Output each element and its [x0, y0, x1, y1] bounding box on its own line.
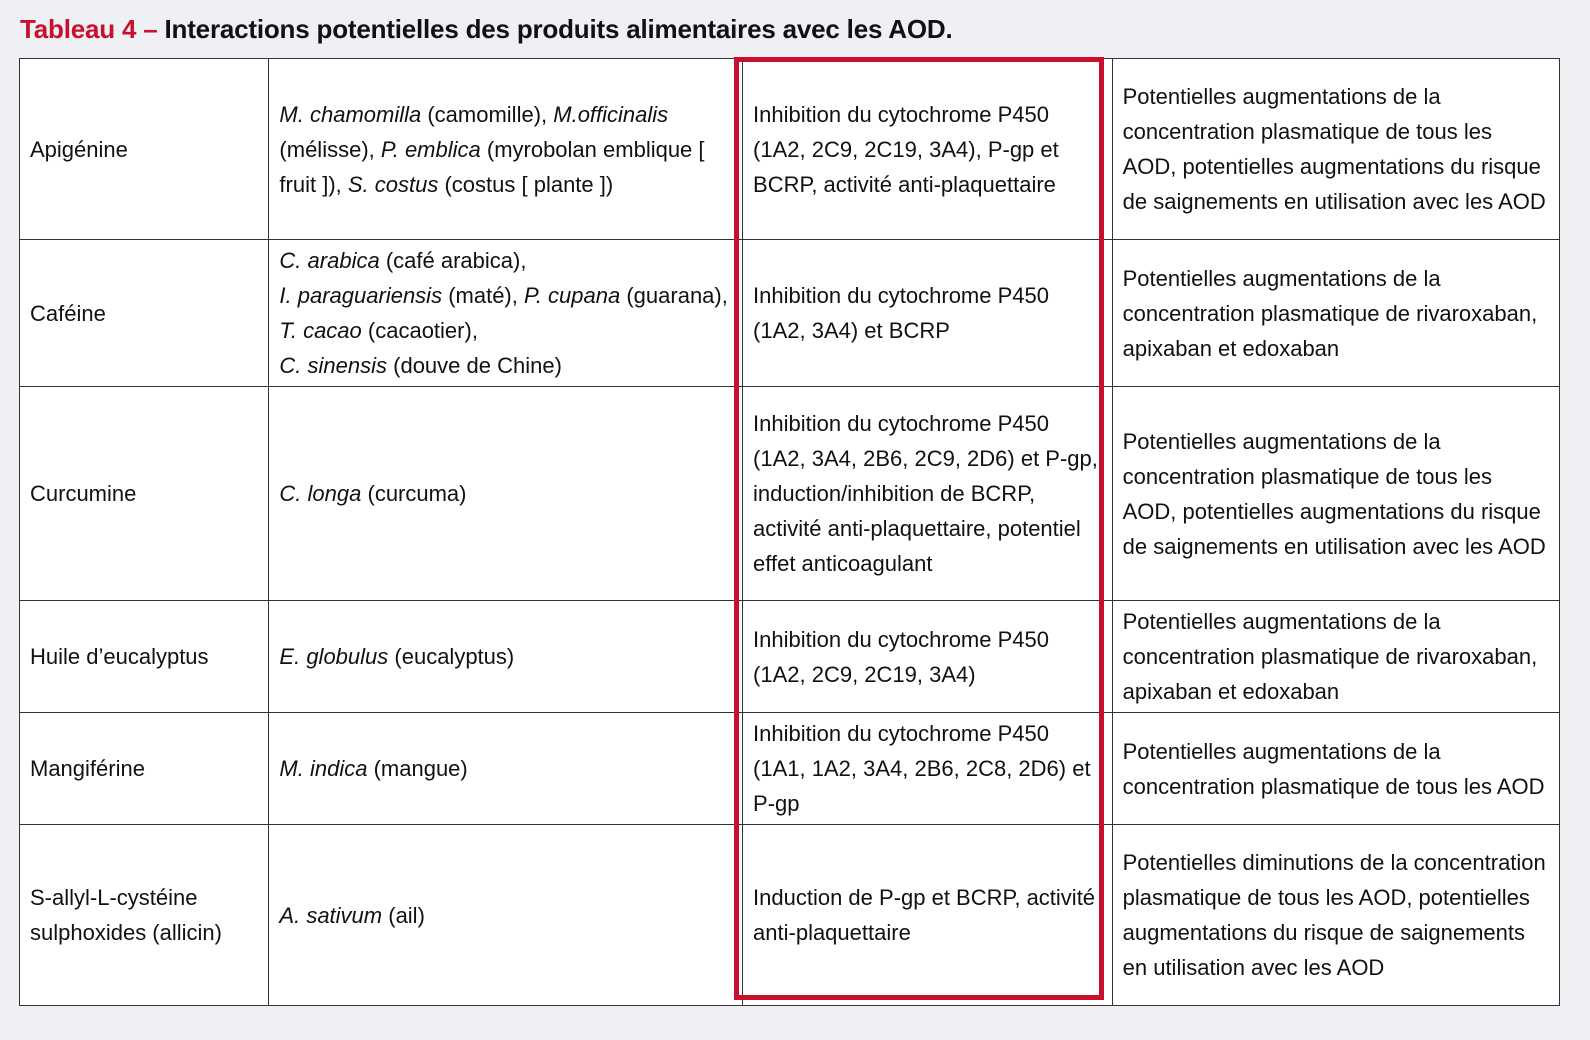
compound-cell: Caféine [20, 240, 269, 387]
species-name: A. sativum [279, 902, 383, 928]
sources-cell [269, 240, 743, 387]
effect-cell: Potentielles augmentations de la concentration plasmatique de tous les AOD, potentielles augmentations du risque de saignements en utilisation avec les AOD [1112, 387, 1559, 601]
compound-cell: Curcumine [20, 387, 269, 601]
mechanism-cell: Inhibition du cytochrome P450 (1A2, 2C9, 2C19, 3A4) [743, 601, 1113, 713]
species-name: C. longa [279, 481, 362, 506]
effect-cell: Potentielles augmentations de la concentration plasmatique de rivaroxaban, apixaban et edoxaban [1112, 601, 1559, 713]
species-name: M.officinalis [553, 101, 669, 127]
species-common: (costus [ plante ]) [438, 171, 614, 197]
species-name: P. cupana [523, 283, 621, 308]
species-common: (guarana), [620, 283, 728, 308]
effect-cell: Potentielles augmentations de la concentration plasmatique de tous les AOD [1112, 713, 1559, 825]
species-common: (maté), [442, 283, 524, 308]
effect-cell: Potentielles diminutions de la concentration plasmatique de tous les AOD, potentielles augmentations du risque de saignements en utilisation avec les AOD [1112, 825, 1559, 1006]
sources-cell [269, 825, 743, 1006]
compound-cell: Huile d’eucalyptus [20, 601, 269, 713]
table-row [20, 59, 1560, 240]
species-common: (mélisse), [279, 136, 381, 162]
species-name: E. globulus [279, 644, 389, 669]
table-title-text: Interactions potentielles des produits alimentaires avec les AOD. [164, 14, 953, 44]
interactions-table [19, 58, 1560, 1006]
species-name: I. paraguariensis [279, 283, 443, 308]
species-name: T. cacao [279, 318, 362, 343]
mechanism-cell: Induction de P-gp et BCRP, activité anti-plaquettaire [743, 825, 1113, 1006]
species-name: C. sinensis [279, 353, 388, 378]
table-row [20, 601, 1560, 713]
species-common: (mangue) [367, 756, 468, 781]
table-title-label: Tableau 4 – [20, 14, 165, 44]
mechanism-cell: Inhibition du cytochrome P450 (1A2, 2C9, 2C19, 3A4), P-gp et BCRP, activité anti-plaquettaire [743, 59, 1113, 240]
species-common: (ail) [382, 902, 425, 928]
sources-cell [269, 713, 743, 825]
species-common: (myrobolan emblique [ fruit ]), [279, 136, 705, 197]
species-name: M. chamomilla [279, 101, 422, 127]
effect-cell: Potentielles augmentations de la concentration plasmatique de rivaroxaban, apixaban et edoxaban [1112, 240, 1559, 387]
species-common: (café arabica), [379, 248, 527, 273]
mechanism-cell: Inhibition du cytochrome P450 (1A1, 1A2, 3A4, 2B6, 2C8, 2D6) et P-gp [743, 713, 1113, 825]
species-name: S. costus [347, 171, 439, 197]
species-common: (cacaotier), [361, 318, 478, 343]
compound-cell: Apigénine [20, 59, 269, 240]
species-name: P. emblica [380, 136, 481, 162]
table-title [20, 14, 952, 45]
sources-cell [269, 59, 743, 240]
effect-cell: Potentielles augmentations de la concentration plasmatique de tous les AOD, potentielles augmentations du risque de saignements en utilisation avec les AOD [1112, 59, 1559, 240]
sources-cell [269, 387, 743, 601]
species-name: M. indica [279, 756, 368, 781]
species-common: (douve de Chine) [387, 353, 562, 378]
compound-cell: S-allyl-L-cystéine sulphoxides (allicin) [20, 825, 269, 1006]
species-common: (eucalyptus) [388, 644, 515, 669]
table-row [20, 713, 1560, 825]
species-common: (curcuma) [361, 481, 467, 506]
compound-cell: Mangiférine [20, 713, 269, 825]
species-common: (camomille), [421, 101, 554, 127]
species-name: C. arabica [279, 248, 380, 273]
table-row [20, 387, 1560, 601]
table-row [20, 825, 1560, 1006]
mechanism-cell: Inhibition du cytochrome P450 (1A2, 3A4) et BCRP [743, 240, 1113, 387]
table-row [20, 240, 1560, 387]
sources-cell [269, 601, 743, 713]
mechanism-cell: Inhibition du cytochrome P450 (1A2, 3A4, 2B6, 2C9, 2D6) et P-gp, induction/inhibition de BCRP, activité anti-plaquettaire, potentiel effet anticoagulant [743, 387, 1113, 601]
